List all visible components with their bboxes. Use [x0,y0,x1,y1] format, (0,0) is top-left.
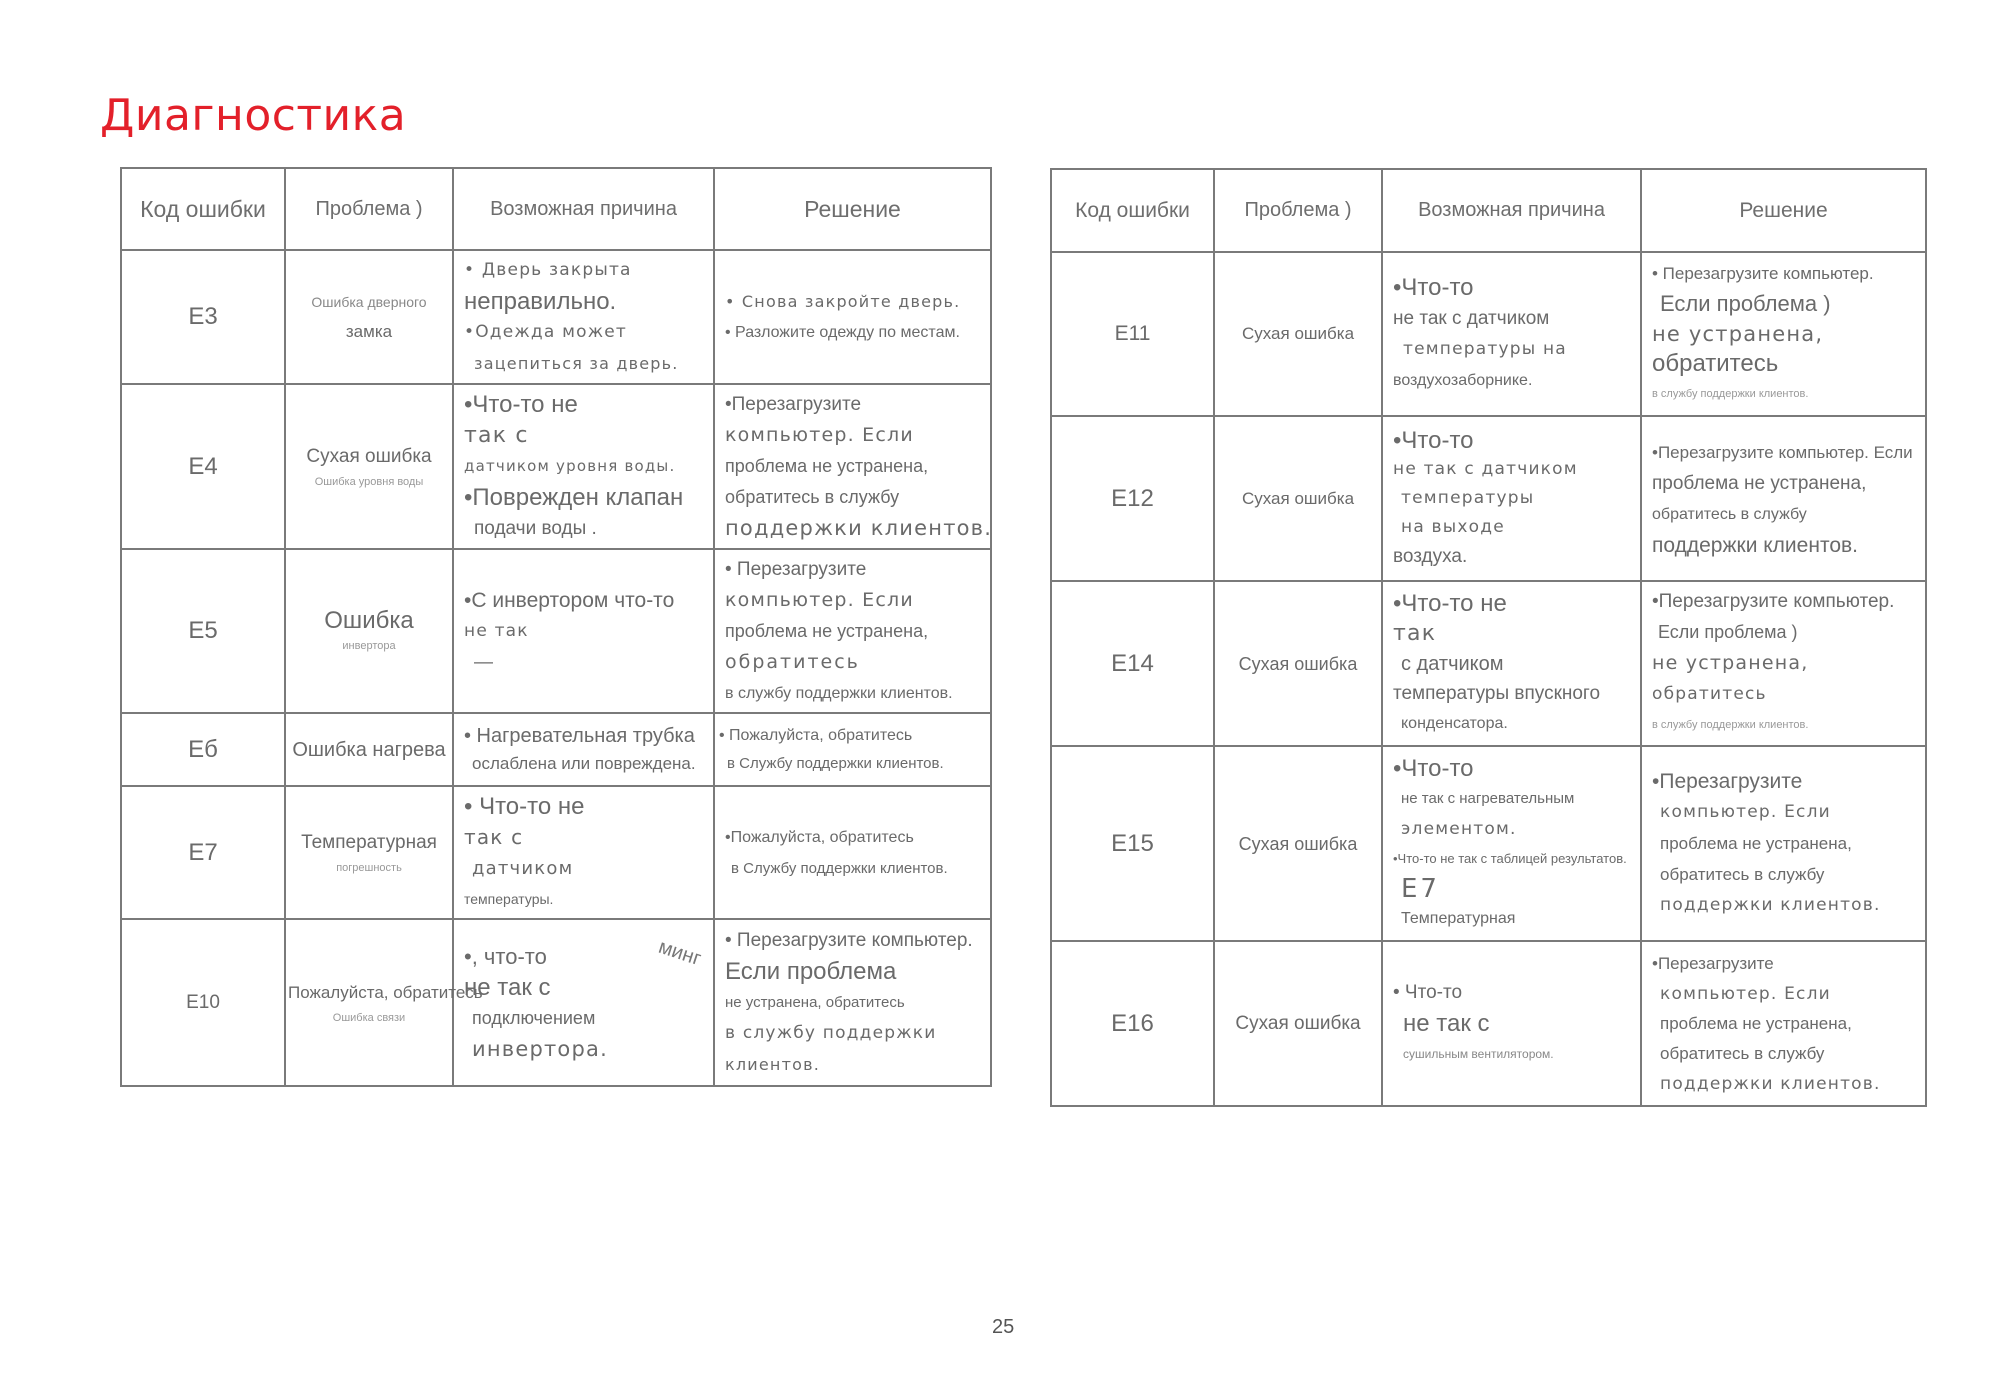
cause-line: ослаблена или повреждена. [472,753,696,773]
cause-line: так с [464,423,529,448]
problem-line: Сухая ошибка [1238,833,1358,854]
problem-line: Ошибка нагрева [292,738,446,761]
solution-line: поддержки клиентов. [725,516,993,540]
problem-line: Сухая ошибка [1238,653,1358,674]
header-code: Код ошибки [121,168,285,250]
page-title: Диагностика [100,90,407,141]
cause-line: •Поврежден клапан [464,484,684,511]
header-code: Код ошибки [1051,169,1214,252]
cause-line: не так с нагревательным [1401,789,1575,807]
error-code: E7 [121,786,285,919]
solution-line: в службу поддержки [725,1023,937,1043]
problem-cell [1214,416,1382,581]
cause-line: воздуха. [1393,546,1468,567]
solution-line: •Перезагрузите компьютер. [1652,591,1895,612]
solution-line: в службу поддержки клиентов. [725,684,953,702]
header-solution: Решение [1641,169,1926,252]
solution-line: • Разложите одежду по местам. [725,324,960,341]
solution-line: •Перезагрузите [1652,953,1774,973]
problem-line: погрешность [336,861,402,874]
solution-line: в Службу поддержки клиентов. [727,754,944,772]
solution-line: Если проблема ) [1658,622,1798,642]
cause-line: •Одежда может [464,322,628,342]
problem-line: замка [345,322,393,341]
cause-cell [1382,746,1641,941]
solution-line: •Перезагрузите [1652,770,1803,793]
solution-line: •Перезагрузите компьютер. Если [1652,442,1913,462]
cause-line: подачи воды . [474,518,597,539]
cause-line: •Что-то [1393,274,1474,301]
problem-line: Пожалуйста, обратитесь [288,982,483,1002]
error-table-left [120,167,992,1087]
table-row [121,549,991,713]
solution-line: •Пожалуйста, обратитесь [725,828,914,846]
solution-cell [714,549,991,713]
cause-line: — [474,651,493,673]
cause-line: так [1393,620,1437,646]
table-row [121,713,991,786]
table-row [1051,252,1926,416]
solution-cell [714,713,991,786]
solution-line: клиентов. [725,1055,821,1074]
cause-cell [453,713,714,786]
solution-line: поддержки клиентов. [1660,1073,1881,1094]
error-code: E16 [1051,941,1214,1106]
solution-line: в Службу поддержки клиентов. [731,859,948,877]
solution-line: в службу поддержки клиентов. [1652,719,1809,731]
solution-line: проблема не устранена, [1660,1013,1852,1033]
solution-line: проблема не устранена, [1652,472,1867,494]
cause-line: элементом. [1401,818,1517,839]
solution-cell [714,384,991,549]
solution-line: обратитесь [1652,684,1767,704]
solution-cell [1641,581,1926,746]
cause-line: не так с датчиком [1393,459,1578,479]
cause-line: с датчиком [1401,652,1504,675]
problem-line: инвертора [342,640,396,652]
solution-line: обратитесь в службу [1660,1043,1825,1063]
table-row [1051,746,1926,941]
solution-line: проблема не устранена, [725,620,929,641]
cause-line: • Дверь закрыта [464,260,632,280]
cause-line: E7 [1401,873,1440,904]
solution-line: • Снова закройте дверь. [725,292,961,311]
cause-line: неправильно. [464,288,617,315]
cause-line: воздухозаборнике. [1393,372,1533,389]
cause-note: минг [655,935,704,971]
header-cause: Возможная причина [1382,169,1641,252]
error-code: E14 [1051,581,1214,746]
cause-line: на выходе [1401,517,1505,537]
problem-line: Ошибка дверного [311,294,427,310]
error-table-right [1050,168,1927,1107]
cause-line: температуры на [1403,339,1567,359]
solution-line: обратитесь [725,650,860,673]
solution-line: компьютер. Если [1660,802,1831,822]
problem-cell [285,250,453,384]
solution-cell [714,250,991,384]
error-code: Eб [121,713,285,786]
problem-line: Ошибка связи [332,1011,406,1024]
error-code: E3 [121,250,285,384]
cause-line: не так с [464,973,551,1001]
solution-line: • Перезагрузите компьютер. [1652,264,1874,283]
problem-line: Ошибка [324,607,414,634]
cause-cell [1382,416,1641,581]
solution-line: компьютер. Если [1660,983,1831,1004]
solution-cell [1641,252,1926,416]
problem-line: Ошибка уровня воды [314,475,424,488]
cause-line: • Нагревательная трубка [464,724,695,747]
cause-line: температуры [1401,488,1535,508]
solution-line: не устранена, [1652,652,1809,674]
solution-line: в службу поддержки клиентов. [1652,388,1809,400]
cause-cell [1382,581,1641,746]
cause-line: температуры впускного [1393,682,1601,704]
table-header-row [121,168,991,250]
cause-cell [453,549,714,713]
cause-line: •Что-то не так с таблицей результатов. [1393,850,1627,866]
cause-cell [1382,941,1641,1106]
error-code: E15 [1051,746,1214,941]
problem-cell [285,919,483,1086]
cause-cell [453,384,714,549]
solution-line: компьютер. Если [725,424,914,446]
problem-line: Сухая ошибка [1241,488,1355,508]
cause-line: не так с [1403,1010,1490,1037]
problem-cell [285,384,453,549]
solution-line: поддержки клиентов. [1660,895,1881,915]
cause-line: •, что-то [464,943,547,969]
problem-cell [1214,252,1382,416]
table-row [121,919,991,1086]
solution-line: не устранена, обратитесь [725,994,905,1011]
table-row [121,786,991,919]
cause-line: • Что-то [1393,982,1463,1003]
problem-cell [285,549,453,713]
table-header-row [1051,169,1926,252]
solution-line: проблема не устранена, [725,456,929,476]
cause-line: •С инвертором что-то [464,588,675,612]
problem-line: Сухая ошибка [1241,324,1355,343]
table-row [1051,941,1926,1106]
header-cause: Возможная причина [453,168,714,250]
cause-line: температуры. [464,890,554,907]
solution-line: поддержки клиентов. [1652,533,1858,557]
cause-line: зацепиться за дверь. [474,354,679,373]
solution-line: компьютер. Если [725,588,914,611]
table-row [1051,416,1926,581]
page-number: 25 [992,1316,1015,1338]
problem-cell [285,713,453,786]
solution-line: проблема не устранена, [1660,834,1852,853]
cause-line: •Что-то не [464,391,578,418]
solution-line: Если проблема [725,958,897,985]
problem-line: Сухая ошибка [306,445,432,467]
solution-line: обратитесь в службу [725,487,900,507]
table-row [1051,581,1926,746]
header-problem: Проблема ) [285,168,453,250]
cause-line: датчиком уровня воды. [464,457,676,475]
cause-line: •Что-то [1393,754,1474,782]
cause-line: •Что-то не [1393,589,1507,617]
cause-line: подключением [472,1007,596,1028]
table-row [121,384,991,549]
solution-cell [1641,746,1926,941]
cause-line: • Что-то не [464,792,585,820]
solution-cell [714,786,991,919]
problem-cell [1214,746,1382,941]
cause-line: конденсатора. [1401,714,1508,732]
header-problem: Проблема ) [1214,169,1382,252]
cause-line: Температурная [1401,909,1516,927]
solution-line: не устранена, [1652,322,1824,346]
error-code: E11 [1051,252,1214,416]
solution-line: • Пожалуйста, обратитесь [719,726,913,744]
solution-line: обратитесь [1652,350,1779,377]
solution-line: • Перезагрузите [725,558,867,580]
solution-line: •Перезагрузите [725,394,862,415]
table-row [121,250,991,384]
cause-cell [453,250,714,384]
error-code: E4 [121,384,285,549]
solution-cell [1641,941,1926,1106]
solution-line: обратитесь в службу [1660,865,1825,884]
solution-cell [714,919,991,1086]
solution-line: Если проблема ) [1660,291,1831,316]
cause-cell [453,919,714,1086]
cause-line: датчиком [472,857,574,879]
problem-cell [1214,581,1382,746]
problem-line: Сухая ошибка [1235,1012,1361,1034]
error-code: E12 [1051,416,1214,581]
solution-cell [1641,416,1926,581]
error-code: E5 [121,549,285,713]
cause-line: так с [464,824,524,849]
cause-line: •Что-то [1393,427,1474,454]
solution-line: • Перезагрузите компьютер. [725,930,973,951]
cause-cell [453,786,714,919]
cause-line: сушильным вентилятором. [1403,1047,1554,1061]
cause-line: инвертора. [472,1036,608,1061]
error-code: E10 [121,919,285,1086]
cause-line: не так с датчиком [1393,308,1550,329]
solution-line: обратитесь в службу [1652,505,1807,523]
cause-line: не так [464,620,529,641]
problem-cell [285,786,453,919]
problem-cell [1214,941,1382,1106]
header-solution: Решение [714,168,991,250]
cause-cell [1382,252,1641,416]
problem-line: Температурная [301,831,437,853]
